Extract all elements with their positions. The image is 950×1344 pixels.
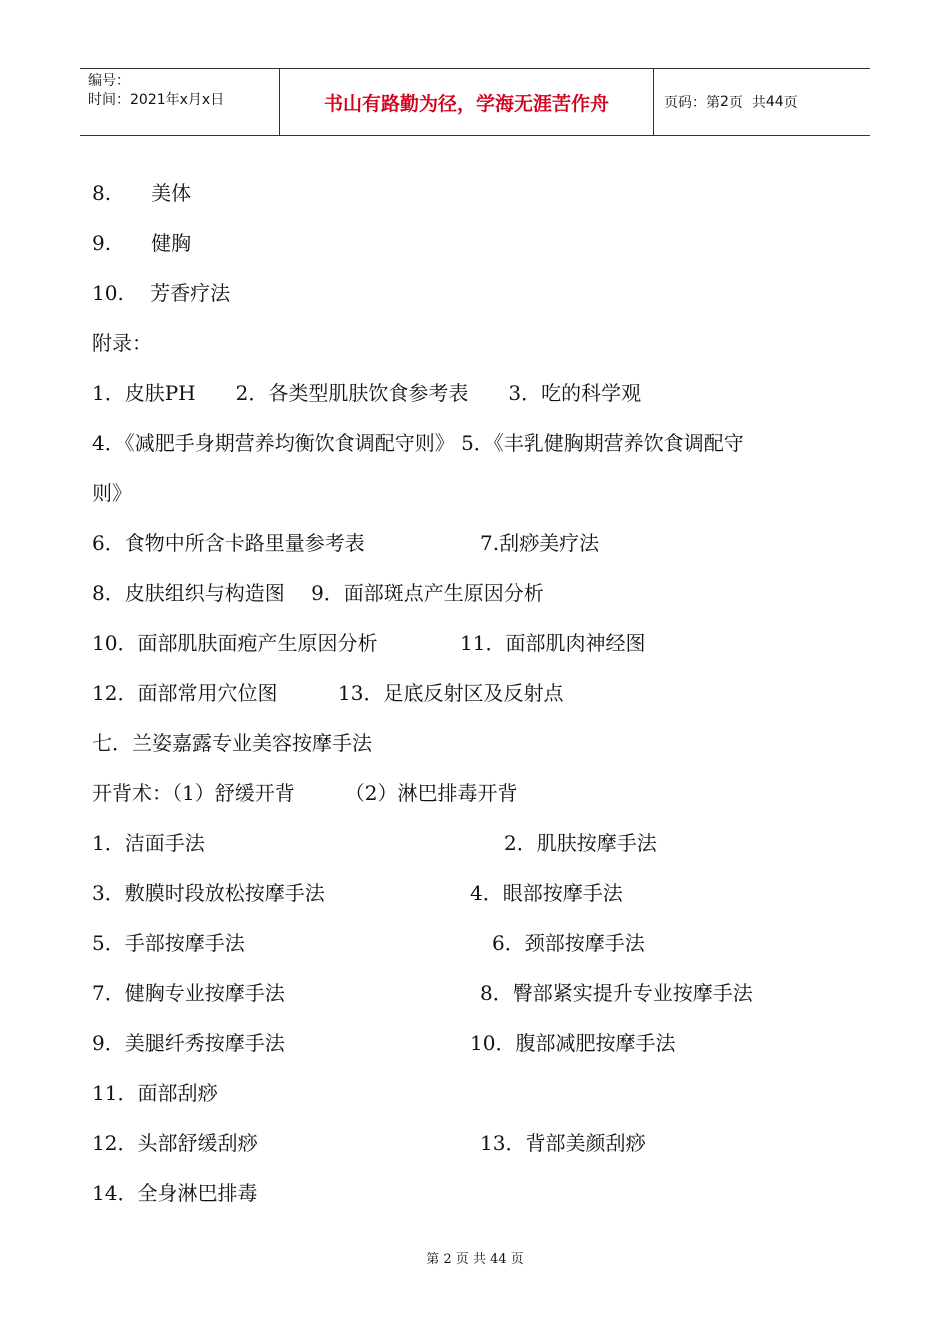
list-line	[92, 180, 191, 206]
list-line	[92, 330, 152, 356]
page-total: 44	[765, 94, 784, 110]
line-text: 6．食物中所含卡路里量参考表	[92, 531, 365, 555]
header-meta	[80, 69, 280, 135]
line-text-right: 13．背部美颜刮痧	[480, 1131, 646, 1155]
line-text-right: 8．臀部紧实提升专业按摩手法	[480, 981, 753, 1005]
list-line	[92, 1130, 646, 1156]
list-line	[92, 730, 372, 756]
list-line	[92, 680, 564, 706]
line-text: 9．美腿纤秀按摩手法	[92, 1031, 285, 1055]
list-line	[92, 1180, 257, 1206]
list-line	[92, 530, 600, 556]
line-text: 11．面部刮痧	[92, 1081, 218, 1105]
line-text: 12．头部舒缓刮痧	[92, 1131, 258, 1155]
serial-label: 编号：	[88, 73, 130, 89]
line-text: 1．皮肤PH 2．各类型肌肤饮食参考表 3．吃的科学观	[92, 381, 642, 405]
line-text-right: 6．颈部按摩手法	[492, 931, 645, 955]
line-text-right: 10．腹部减肥按摩手法	[470, 1031, 676, 1055]
line-text-right: 2．肌肤按摩手法	[504, 831, 657, 855]
page-number: 2	[720, 94, 729, 110]
list-line	[92, 280, 230, 306]
list-line	[92, 380, 641, 406]
line-text: 则》	[92, 481, 132, 505]
list-line	[92, 830, 657, 856]
line-text: 附录：	[92, 331, 152, 355]
header-page-info	[654, 69, 870, 135]
page-footer: 第 2 页 共 44 页	[426, 1252, 524, 1267]
page-prefix: 页码：第	[664, 95, 720, 111]
line-text: 9. 健胸	[92, 231, 192, 255]
line-text: 14．全身淋巴排毒	[92, 1181, 258, 1205]
list-line	[92, 930, 645, 956]
list-line	[92, 780, 517, 806]
list-line	[92, 230, 191, 256]
list-line	[92, 430, 744, 456]
line-text: 1．洁面手法	[92, 831, 205, 855]
list-line	[92, 480, 132, 506]
list-line	[92, 580, 544, 606]
list-line	[92, 1030, 676, 1056]
line-text: 3．敷膜时段放松按摩手法	[92, 881, 325, 905]
page-header	[80, 68, 870, 136]
time-label: 时间：2021年x月x日	[88, 92, 225, 108]
header-motto: 书山有路勤为径，学海无涯苦作舟	[280, 69, 654, 135]
line-text: 8. 美体	[92, 181, 192, 205]
list-line	[92, 880, 623, 906]
line-text-right: 13．足底反射区及反射点	[338, 681, 564, 705]
line-text: 12．面部常用穴位图	[92, 681, 278, 705]
line-text: 4．《减肥手身期营养均衡饮食调配守则》 5．《丰乳健胸期营养饮食调配守	[92, 431, 744, 455]
line-text: 开背术：（1）舒缓开背 （2）淋巴排毒开背	[92, 781, 518, 805]
line-text: 七．兰姿嘉露专业美容按摩手法	[92, 731, 372, 755]
line-text: 10. 芳香疗法	[92, 281, 231, 305]
list-line	[92, 980, 753, 1006]
list-line	[92, 630, 646, 656]
line-text: 10．面部肌肤面疱产生原因分析	[92, 631, 378, 655]
list-line	[92, 1080, 217, 1106]
line-text-right: 7.刮痧美疗法	[480, 531, 600, 555]
page-suffix: 页	[783, 95, 798, 111]
line-text-right: 11．面部肌肉神经图	[460, 631, 646, 655]
page-mid: 页 共	[728, 95, 766, 111]
line-text-right: 4．眼部按摩手法	[470, 881, 623, 905]
line-text: 8．皮肤组织与构造图 9．面部斑点产生原因分析	[92, 581, 544, 605]
line-text: 5．手部按摩手法	[92, 931, 245, 955]
line-text: 7．健胸专业按摩手法	[92, 981, 285, 1005]
